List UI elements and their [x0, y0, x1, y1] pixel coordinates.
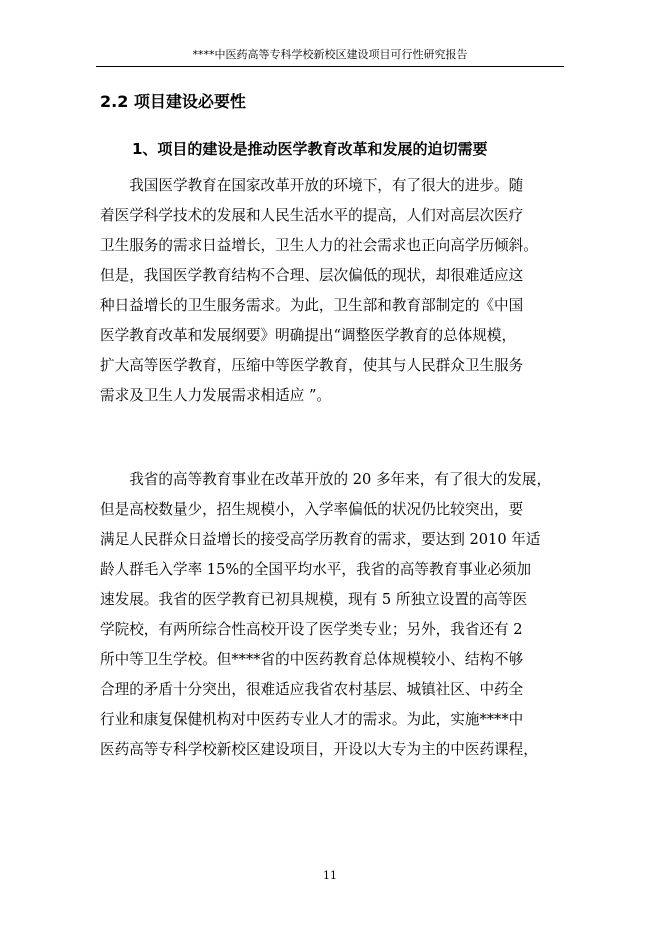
text-line: 但是，我国医学教育结构不合理、层次偏低的现状，却很难适应这 — [100, 267, 524, 284]
text-line: 我省的高等教育事业在改革开放的 20 多年来，有了很大的发展， — [100, 471, 552, 488]
text-line: 满足人民群众日益增长的接受高学历教育的需求，要达到 2010 年适 — [100, 531, 541, 548]
text-line: 但是高校数量少，招生规模小，入学率偏低的状况仍比较突出，要 — [100, 501, 524, 518]
header-title: ****中医药高等专科学校新校区建设项目可行性研究报告 — [192, 48, 468, 61]
paragraph-1 — [100, 171, 570, 411]
page-header — [96, 46, 564, 67]
paragraph-2 — [100, 465, 570, 765]
text-line: 着医学科学技术的发展和人民生活水平的提高，人们对高层次医疗 — [100, 207, 524, 224]
section-heading: 2.2 项目建设必要性 — [100, 92, 246, 111]
page-number: 11 — [323, 869, 337, 882]
text-line: 医药高等专科学校新校区建设项目，开设以大专为主的中医药课程， — [100, 741, 538, 758]
text-line: 需求及卫生人力发展需求相适应 ”。 — [100, 387, 332, 404]
text-line: 行业和康复保健机构对中医药专业人才的需求。为此，实施****中 — [100, 711, 524, 728]
text-line: 龄人群毛入学率 15%的全国平均水平，我省的高等教育事业必须加 — [100, 561, 532, 578]
text-line: 速发展。我省的医学教育已初具规模，现有 5 所独立设置的高等医 — [100, 591, 528, 608]
text-line: 扩大高等医学教育，压缩中等医学教育，使其与人民群众卫生服务 — [100, 357, 524, 374]
text-line: 学院校，有两所综合性高校开设了医学类专业；另外，我省还有 2 — [100, 621, 523, 638]
subsection-heading: 1、项目的建设是推动医学教育改革和发展的迫切需要 — [132, 140, 488, 158]
text-line: 种日益增长的卫生服务需求。为此，卫生部和教育部制定的《中国 — [100, 297, 524, 314]
text-line: 我国医学教育在国家改革开放的环境下，有了很大的进步。随 — [100, 177, 524, 194]
text-line: 所中等卫生学校。但****省的中医药教育总体规模较小、结构不够 — [100, 651, 524, 668]
text-line: 合理的矛盾十分突出，很难适应我省农村基层、城镇社区、中药全 — [100, 681, 524, 698]
text-line: 卫生服务的需求日益增长，卫生人力的社会需求也正向高学历倾斜。 — [100, 237, 538, 254]
text-line: 医学教育改革和发展纲要》明确提出“调整医学教育的总体规模， — [100, 327, 517, 344]
